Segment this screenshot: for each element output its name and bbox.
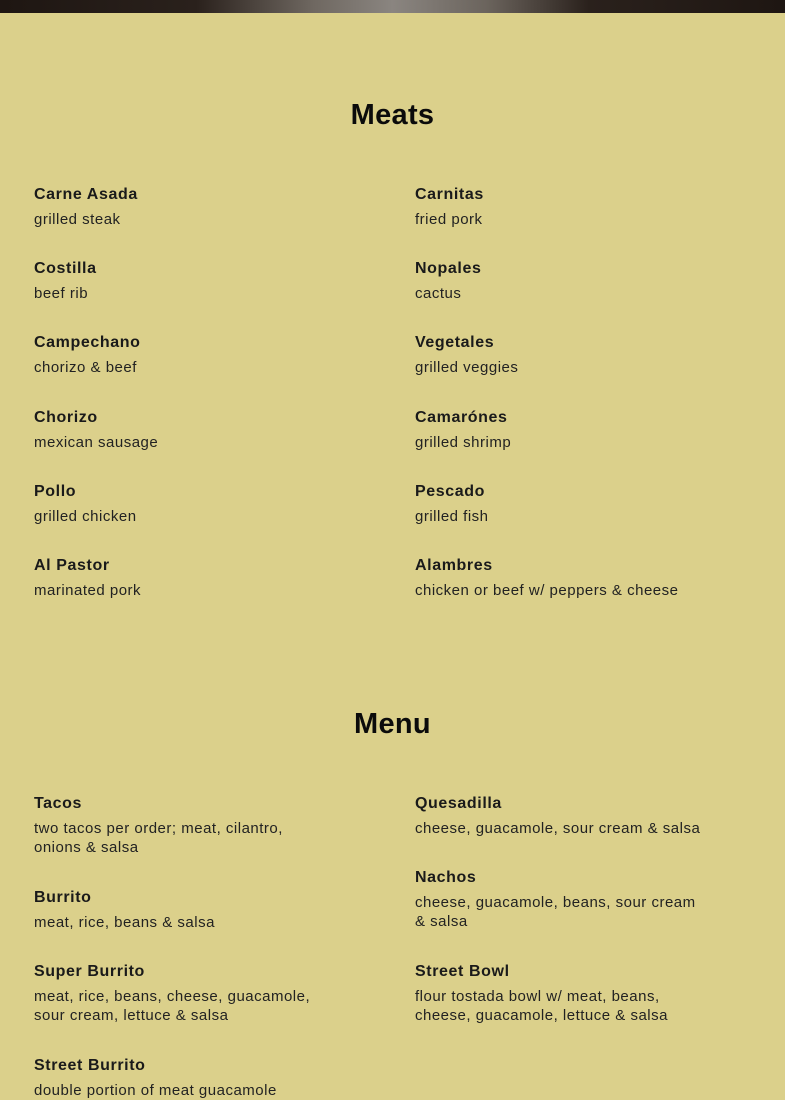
- meat-item-desc: beef rib: [34, 285, 89, 302]
- menu-item-desc: two tacos per order; meat, cilantro, onions & salsa: [34, 820, 283, 856]
- menu-item-desc: meat, rice, beans, cheese, guacamole, sour cream, lettuce & salsa: [34, 988, 311, 1024]
- menu-item-name: Tacos: [34, 795, 83, 812]
- menu-item-name: Burrito: [34, 889, 92, 906]
- meat-item-costilla: [34, 259, 324, 303]
- meat-item-desc: cactus: [415, 285, 462, 302]
- menu-item-name: Quesadilla: [415, 795, 502, 812]
- meats-section-title: Meats: [350, 99, 435, 131]
- meat-item-name: Alambres: [415, 557, 493, 574]
- meat-item-vegetales: [415, 333, 705, 377]
- meat-item-desc: grilled shrimp: [415, 434, 512, 451]
- menu-item-quesadilla: [415, 794, 705, 838]
- meat-item-camarones: [415, 408, 705, 452]
- menu-item-super-burrito: [34, 962, 324, 1025]
- meat-item-name: Pescado: [415, 483, 486, 500]
- meat-item-desc: mexican sausage: [34, 434, 159, 451]
- menu-item-name: Super Burrito: [34, 963, 145, 980]
- meat-item-alambres: [415, 556, 745, 600]
- meat-item-chorizo: [34, 408, 324, 452]
- meat-item-name: Costilla: [34, 260, 97, 277]
- menu-item-desc: meat, rice, beans & salsa: [34, 914, 215, 931]
- menu-item-desc: cheese, guacamole, sour cream & salsa: [415, 820, 701, 837]
- menu-section-title: Menu: [354, 708, 431, 740]
- meat-item-desc: grilled veggies: [415, 359, 519, 376]
- menu-item-tacos: [34, 794, 324, 857]
- menu-item-street-burrito: [34, 1056, 324, 1100]
- meat-item-carnitas: [415, 185, 705, 229]
- menu-item-desc: flour tostada bowl w/ meat, beans, cheese, guacamole, lettuce & salsa: [415, 988, 668, 1024]
- meat-item-carne-asada: [34, 185, 324, 229]
- meat-item-campechano: [34, 333, 324, 377]
- meat-item-name: Carnitas: [415, 186, 484, 203]
- menu-item-name: Street Burrito: [34, 1057, 146, 1074]
- meat-item-name: Camarónes: [415, 409, 508, 426]
- menu-item-nachos: [415, 868, 705, 931]
- meat-item-name: Vegetales: [415, 334, 495, 351]
- meat-item-desc: chorizo & beef: [34, 359, 137, 376]
- meat-item-name: Al Pastor: [34, 557, 110, 574]
- meat-item-pescado: [415, 482, 705, 526]
- menu-item-burrito: [34, 888, 324, 932]
- hero-image-strip: [0, 0, 785, 13]
- menu-item-desc: double portion of meat guacamole: [34, 1082, 277, 1099]
- meat-item-desc: chicken or beef w/ peppers & cheese: [415, 582, 679, 599]
- meat-item-pollo: [34, 482, 324, 526]
- meat-item-desc: fried pork: [415, 211, 483, 228]
- meat-item-desc: grilled chicken: [34, 508, 137, 525]
- menu-item-name: Street Bowl: [415, 963, 510, 980]
- menu-item-name: Nachos: [415, 869, 477, 886]
- meat-item-name: Campechano: [34, 334, 141, 351]
- meat-item-desc: marinated pork: [34, 582, 142, 599]
- menu-item-desc: cheese, guacamole, beans, sour cream & salsa: [415, 894, 696, 930]
- meat-item-name: Nopales: [415, 260, 482, 277]
- meat-item-al-pastor: [34, 556, 324, 600]
- meat-item-name: Carne Asada: [34, 186, 138, 203]
- meat-item-nopales: [415, 259, 705, 303]
- menu-item-street-bowl: [415, 962, 705, 1025]
- meat-item-desc: grilled fish: [415, 508, 489, 525]
- meat-item-name: Chorizo: [34, 409, 98, 426]
- meat-item-name: Pollo: [34, 483, 77, 500]
- meat-item-desc: grilled steak: [34, 211, 121, 228]
